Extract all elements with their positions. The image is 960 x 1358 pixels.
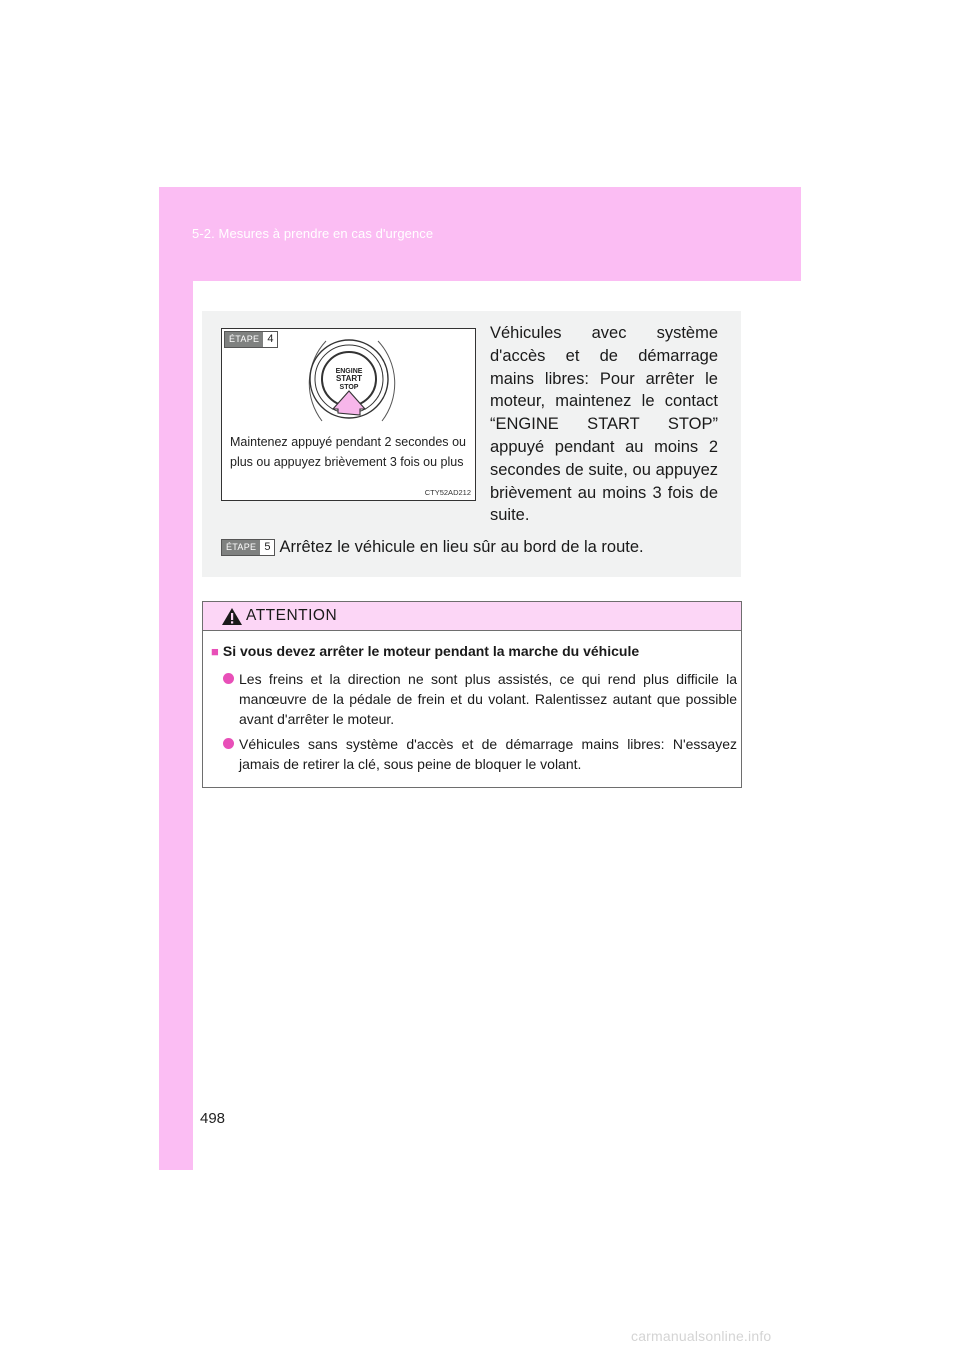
section-title: 5-2. Mesures à prendre en cas d'urgence [192,226,434,241]
badge-number: 5 [264,540,271,553]
button-text-line-1: ENGINE [335,368,363,375]
badge-label: ÉTAPE [225,332,263,347]
list-item-text: Les freins et la direction ne sont plus assistés, ce qui rend plus difficile la manœuvre de la pédale de frein et du volant. Ralentissez autant que possible avant d'arrêter le moteur. [239,671,737,727]
figure-caption: Maintenez appuyé pendant 2 secondes ou plus ou appuyez brièvement 3 fois ou plus [230,435,466,469]
steps-panel [202,311,741,577]
step4-text: Véhicules avec système d'accès et de démarrage mains libres: Pour arrêter le moteur, maintenez le contact “ENGINE START STOP” appuyé pendant au moins 2 secondes de suite, ou appuyez brièvement au moins 3 fois de suite. [490,324,718,525]
button-text-line-2: START [335,374,363,383]
watermark: carmanualsonline.info [631,1328,772,1344]
page-number: 498 [200,1110,226,1127]
step4-badge [224,331,278,348]
attention-subheading [211,643,639,659]
attention-header [203,602,741,631]
badge-number: 4 [267,333,274,345]
list-item [223,669,737,729]
attention-box [202,601,742,788]
step5-badge [221,539,275,556]
bullet-dot-icon [223,673,234,684]
square-bullet-icon: ■ [211,644,219,659]
list-item [223,734,737,774]
step4-figure [221,328,476,501]
button-text-line-3: STOP [339,384,359,391]
bullet-dot-icon [223,738,234,749]
page-header [159,187,801,281]
badge-label: ÉTAPE [222,540,260,555]
warning-triangle-icon [221,607,243,626]
step5-text: Arrêtez le véhicule en lieu sûr au bord de la route. [279,538,644,556]
step5-row [221,537,644,557]
attention-subheading-text: Si vous devez arrêter le moteur pendant la marche du véhicule [222,643,640,659]
engine-start-stop-button-illustration [282,329,422,439]
side-tab [159,187,193,1170]
attention-title: ATTENTION [246,607,338,624]
list-item-text: Véhicules sans système d'accès et de démarrage mains libres: N'essayez jamais de retirer la clé, sous peine de bloquer le volant. [239,736,737,772]
figure-code: CTY52AD212 [424,488,471,497]
